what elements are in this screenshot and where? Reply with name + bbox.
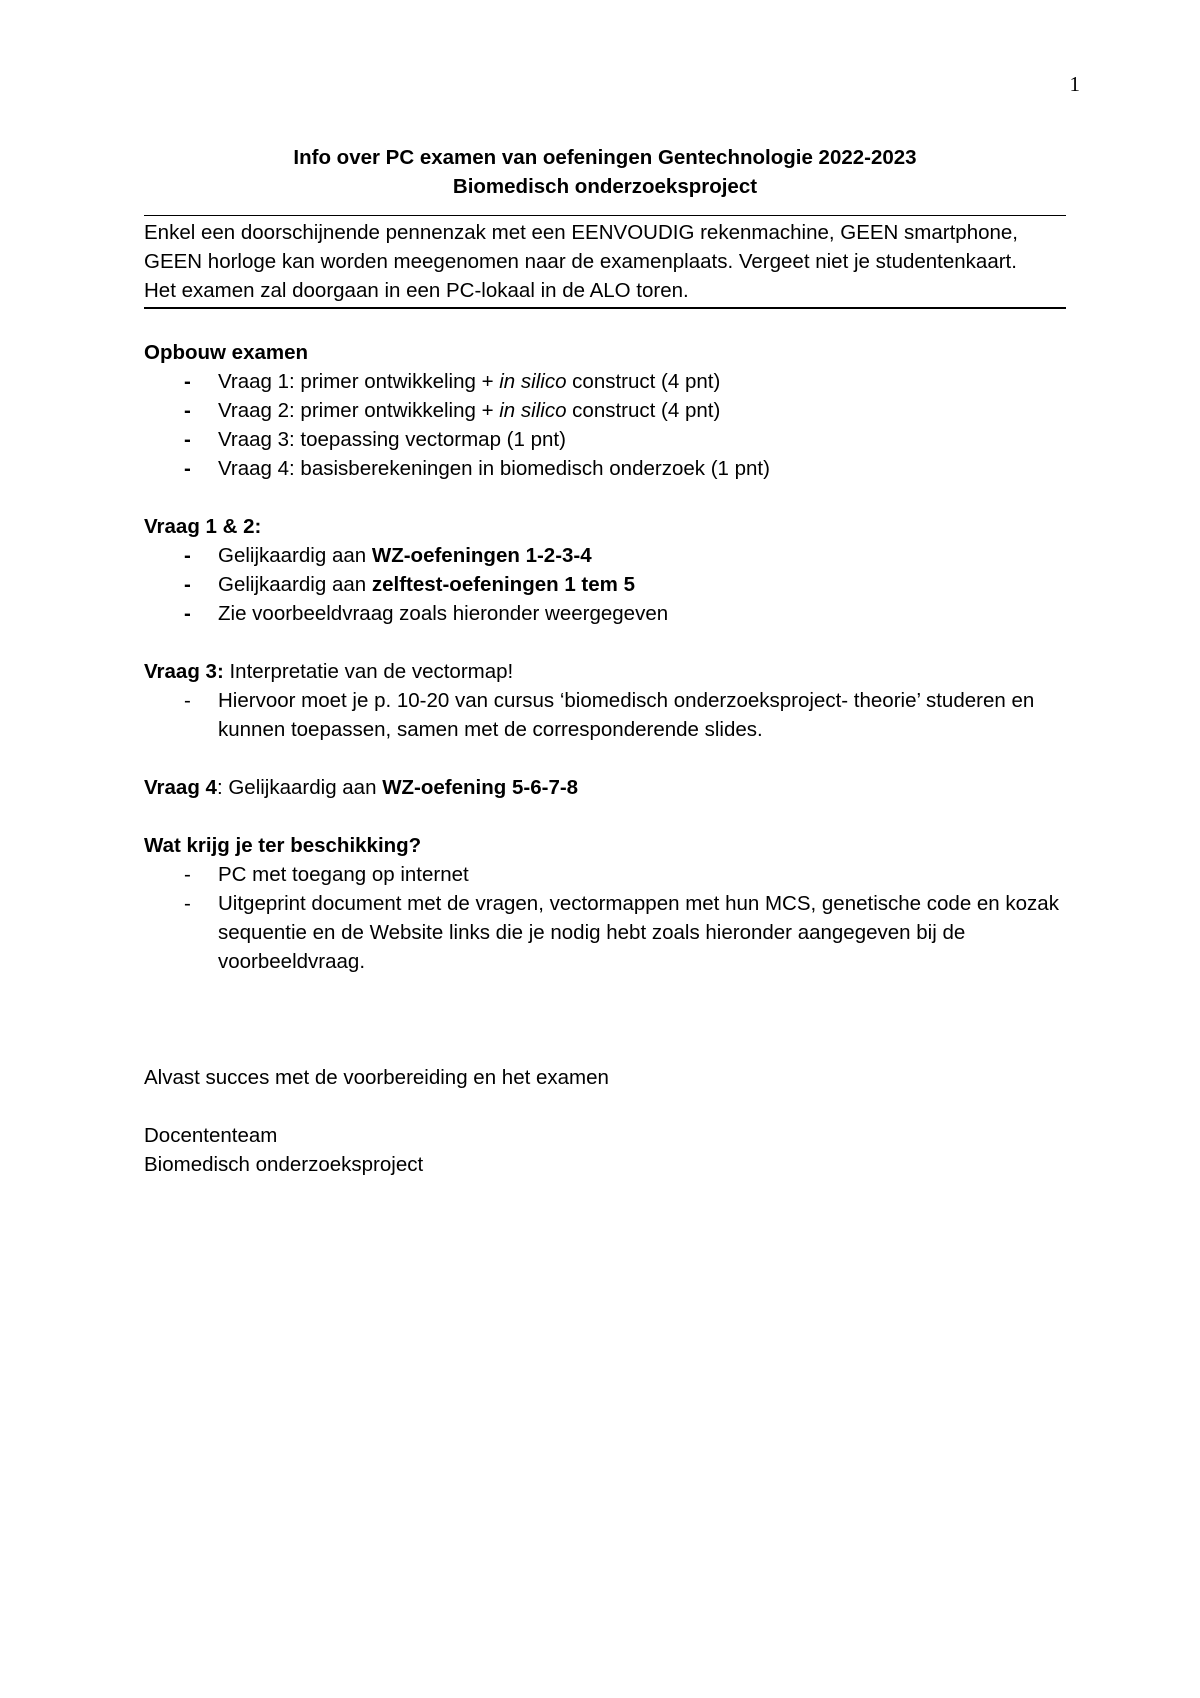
vraag-3-list xyxy=(144,686,1066,744)
list-item-text: Vraag 4: basisberekeningen in biomedisch onderzoek (1 pnt) xyxy=(218,457,770,480)
section-heading-opbouw: Opbouw examen xyxy=(144,341,309,364)
list-dash: - xyxy=(184,892,191,915)
list-item-text: Vraag 1: primer ontwikkeling + xyxy=(218,370,500,393)
page-number: 1 xyxy=(1069,72,1080,96)
list-item-text: construct (4 pnt) xyxy=(566,399,721,422)
list-item xyxy=(144,860,1066,889)
list-dash: - xyxy=(184,399,191,422)
section-heading-vraag-3: Vraag 3: xyxy=(144,660,224,683)
section-vraag-3 xyxy=(144,657,1066,744)
list-dash: - xyxy=(184,544,191,567)
opbouw-list xyxy=(144,367,1066,483)
section-heading-vraag-4: Vraag 4 xyxy=(144,776,217,799)
title-line-1: Info over PC examen van oefeningen Gentechnologie 2022-2023 xyxy=(293,146,917,169)
list-dash: - xyxy=(184,863,191,886)
section-text-vraag-4: : Gelijkaardig aan xyxy=(216,776,383,799)
section-beschikking xyxy=(144,831,1066,976)
notice-text-1: Enkel een doorschijnende pennenzak met een EENVOUDIG rekenmachine, GEEN smartphone, GEEN horloge kan worden meegenomen naar de examenplaats. Vergeet niet je studentenkaart. xyxy=(144,221,1019,273)
list-item-text: Vraag 2: primer ontwikkeling + xyxy=(218,399,500,422)
section-vraag-4 xyxy=(144,773,1066,802)
list-item xyxy=(144,599,1066,628)
list-item-text: Gelijkaardig aan xyxy=(218,573,372,596)
list-item xyxy=(144,570,1066,599)
list-item-bold: WZ-oefeningen 1-2-3-4 xyxy=(371,544,592,567)
list-item xyxy=(144,454,1066,483)
list-dash: - xyxy=(184,370,191,393)
list-item xyxy=(144,396,1066,425)
section-heading-beschikking: Wat krijg je ter beschikking? xyxy=(144,834,422,857)
section-opbouw xyxy=(144,338,1066,483)
signature xyxy=(144,1121,1066,1179)
document-title xyxy=(144,143,1066,201)
section-heading-vraag-1-2: Vraag 1 & 2: xyxy=(144,515,262,538)
signature-line-1: Docententeam xyxy=(144,1124,278,1147)
list-item-bold: zelftest-oefeningen 1 tem 5 xyxy=(371,573,635,596)
list-item-italic: in silico xyxy=(499,399,567,422)
list-item-text: Hiervoor moet je p. 10-20 van cursus ‘biomedisch onderzoeksproject- theorie’ studeren en kunnen toepassen, samen met de corresponderende slides. xyxy=(218,689,1035,741)
section-bold-vraag-4: WZ-oefening 5-6-7-8 xyxy=(382,776,579,799)
closing-wish: Alvast succes met de voorbereiding en het examen xyxy=(144,1066,609,1089)
vraag-1-2-list xyxy=(144,541,1066,628)
section-line-vraag-3 xyxy=(144,657,1066,686)
list-item xyxy=(144,889,1066,976)
notice-text-2: Het examen zal doorgaan in een PC-lokaal in de ALO toren. xyxy=(144,279,689,302)
list-dash: - xyxy=(184,457,191,480)
list-item-text: Zie voorbeeldvraag zoals hieronder weergegeven xyxy=(218,602,669,625)
document-body xyxy=(144,143,1066,1179)
section-text-vraag-3: Interpretatie van de vectormap! xyxy=(223,660,514,683)
list-item-italic: in silico xyxy=(499,370,567,393)
list-dash: - xyxy=(184,602,191,625)
list-item xyxy=(144,686,1066,744)
notice-box xyxy=(144,215,1066,309)
list-dash: - xyxy=(184,689,191,712)
list-item-text: construct (4 pnt) xyxy=(566,370,721,393)
list-item xyxy=(144,541,1066,570)
list-item xyxy=(144,367,1066,396)
signature-line-2: Biomedisch onderzoeksproject xyxy=(144,1153,424,1176)
title-line-2: Biomedisch onderzoeksproject xyxy=(452,175,758,198)
list-item-text: Vraag 3: toepassing vectormap (1 pnt) xyxy=(218,428,566,451)
list-item-text: PC met toegang op internet xyxy=(218,863,469,886)
list-item xyxy=(144,425,1066,454)
section-vraag-1-2 xyxy=(144,512,1066,628)
list-dash: - xyxy=(184,428,191,451)
list-item-text: Gelijkaardig aan xyxy=(218,544,372,567)
beschikking-list xyxy=(144,860,1066,976)
list-item-text: Uitgeprint document met de vragen, vectormappen met hun MCS, genetische code en kozak sequentie en de Website links die je nodig hebt zoals hieronder aangegeven bij de voorbeeldvraag. xyxy=(218,892,1059,973)
list-dash: - xyxy=(184,573,191,596)
